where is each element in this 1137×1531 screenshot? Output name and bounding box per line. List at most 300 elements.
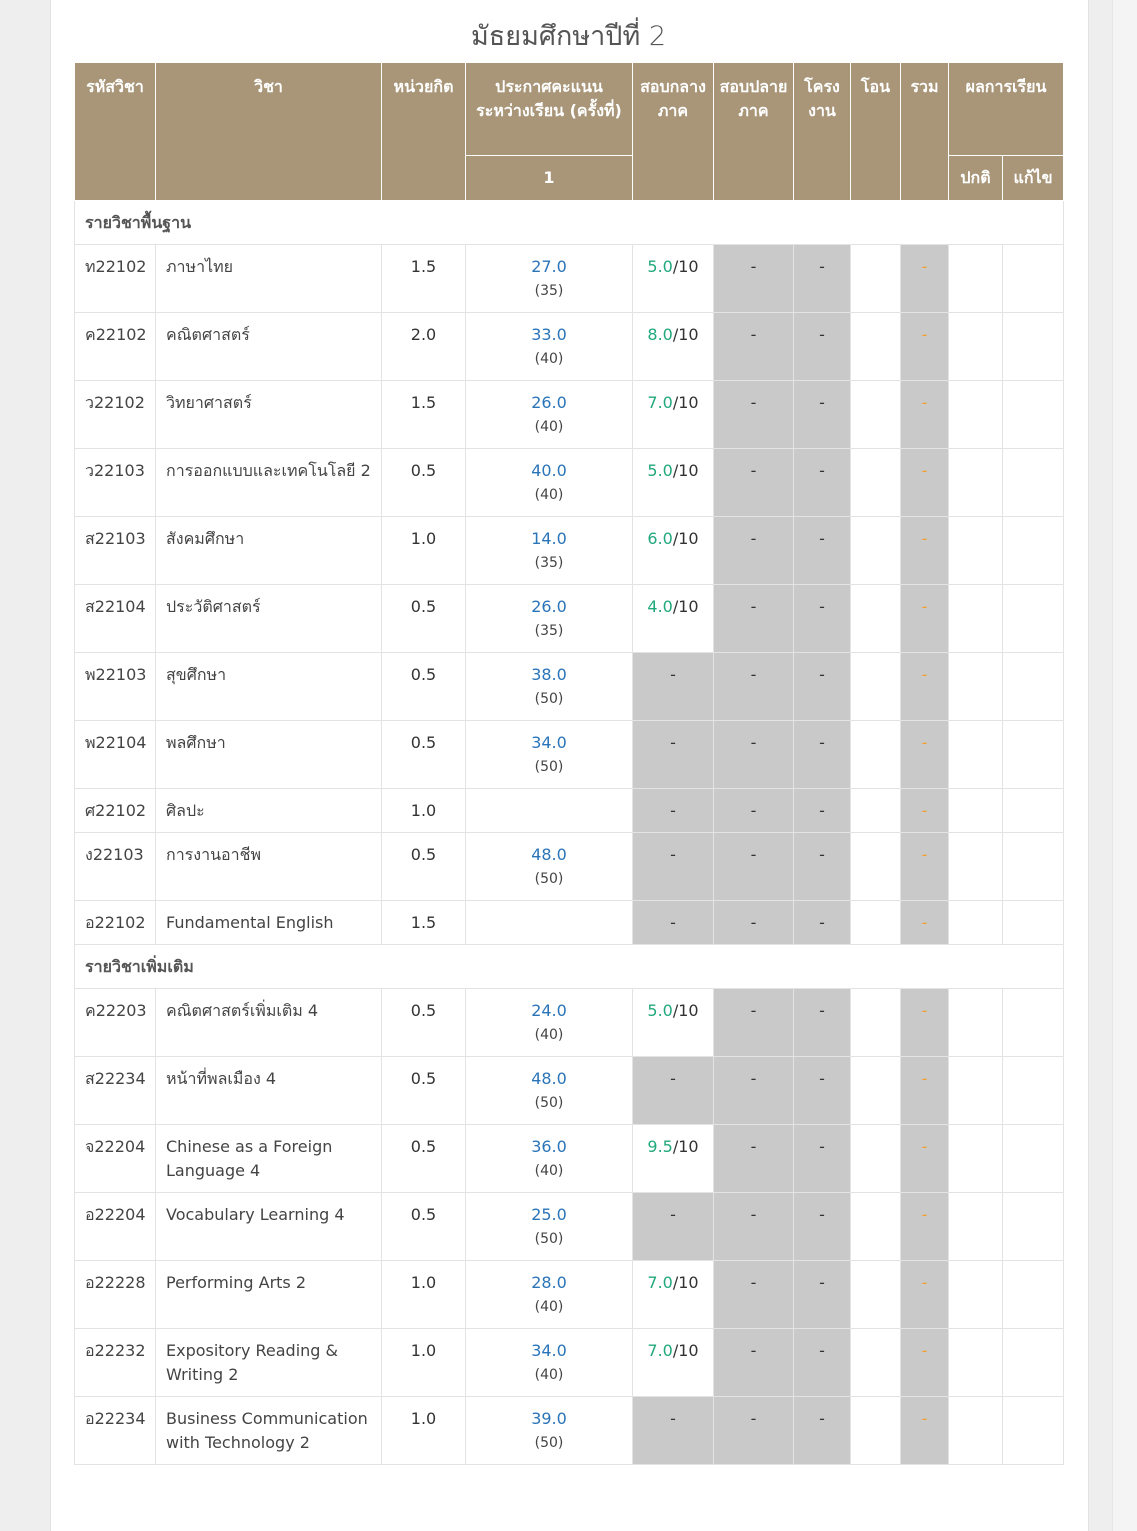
subject-name: Expository Reading & Writing 2: [156, 1329, 382, 1397]
announce-score-cell: [466, 585, 633, 653]
announce-score-cell: [466, 517, 633, 585]
announce-max: (50): [534, 1435, 564, 1451]
subject-code: ส22104: [75, 585, 156, 653]
transfer-cell: [851, 245, 901, 313]
subject-name: คณิตศาสตร์: [156, 313, 382, 381]
announce-max: (35): [534, 623, 564, 639]
final-cell: -: [714, 1329, 794, 1397]
total-value: -: [921, 461, 928, 480]
transfer-cell: [851, 789, 901, 833]
final-cell: -: [714, 1193, 794, 1261]
total-value: -: [921, 257, 928, 276]
result-revised-cell: [1003, 1057, 1064, 1125]
announce-max: (35): [534, 283, 564, 299]
result-normal-cell: [949, 517, 1003, 585]
subject-name: การออกแบบและเทคโนโลยี 2: [156, 449, 382, 517]
total-value: -: [921, 325, 928, 344]
credit-value: 0.5: [382, 1193, 466, 1261]
midterm-cell: -: [633, 1193, 714, 1261]
announce-max: (40): [534, 1163, 564, 1179]
project-cell: -: [794, 1193, 851, 1261]
final-cell: -: [714, 1397, 794, 1465]
result-revised-cell: [1003, 585, 1064, 653]
project-cell: -: [794, 1261, 851, 1329]
credit-value: 0.5: [382, 721, 466, 789]
midterm-cell: [633, 245, 714, 313]
announce-score-cell: [466, 245, 633, 313]
total-cell: [901, 1125, 949, 1193]
table-row: [75, 1397, 1064, 1465]
scrollbar-track[interactable]: [1112, 0, 1137, 1531]
midterm-score: 7.0: [647, 1341, 673, 1360]
announce-score-link[interactable]: 36.0: [531, 1137, 567, 1156]
credit-value: 0.5: [382, 1057, 466, 1125]
announce-score-link[interactable]: 27.0: [531, 257, 567, 276]
credit-value: 0.5: [382, 585, 466, 653]
total-value: -: [921, 393, 928, 412]
transfer-cell: [851, 517, 901, 585]
result-revised-cell: [1003, 245, 1064, 313]
result-revised-cell: [1003, 1397, 1064, 1465]
announce-score-cell: [466, 1193, 633, 1261]
table-row: [75, 1057, 1064, 1125]
result-revised-cell: [1003, 901, 1064, 945]
header-normal: ปกติ: [949, 156, 1003, 201]
subject-name: ภาษาไทย: [156, 245, 382, 313]
credit-value: 0.5: [382, 449, 466, 517]
transfer-cell: [851, 1057, 901, 1125]
final-cell: -: [714, 1261, 794, 1329]
result-normal-cell: [949, 245, 1003, 313]
section-row: [75, 945, 1064, 989]
table-row: [75, 381, 1064, 449]
subject-code: พ22103: [75, 653, 156, 721]
table-row: [75, 517, 1064, 585]
midterm-score: 5.0: [647, 1001, 673, 1020]
announce-score-cell: [466, 833, 633, 901]
project-cell: -: [794, 313, 851, 381]
grades-table-body: [75, 201, 1064, 1465]
announce-max: (50): [534, 759, 564, 775]
result-normal-cell: [949, 585, 1003, 653]
table-row: [75, 1193, 1064, 1261]
result-normal-cell: [949, 313, 1003, 381]
header-result: ผลการเรียน: [949, 63, 1064, 156]
table-row: [75, 449, 1064, 517]
final-cell: -: [714, 585, 794, 653]
transfer-cell: [851, 1125, 901, 1193]
subject-name: คณิตศาสตร์เพิ่มเติม 4: [156, 989, 382, 1057]
subject-code: อ22204: [75, 1193, 156, 1261]
result-revised-cell: [1003, 1261, 1064, 1329]
result-revised-cell: [1003, 789, 1064, 833]
grades-table: [74, 62, 1064, 1465]
final-cell: -: [714, 901, 794, 945]
midterm-max: /10: [672, 393, 699, 412]
announce-score-cell: [466, 1329, 633, 1397]
midterm-cell: -: [633, 833, 714, 901]
header-project: โครงงาน: [794, 63, 851, 201]
result-revised-cell: [1003, 833, 1064, 901]
midterm-cell: -: [633, 1057, 714, 1125]
midterm-max: /10: [672, 1341, 699, 1360]
header-midterm: สอบกลางภาค: [633, 63, 714, 201]
announce-score-link[interactable]: 28.0: [531, 1273, 567, 1292]
final-cell: -: [714, 721, 794, 789]
result-normal-cell: [949, 1057, 1003, 1125]
announce-score-cell: [466, 653, 633, 721]
midterm-score: 4.0: [647, 597, 673, 616]
subject-name: สังคมศึกษา: [156, 517, 382, 585]
midterm-score: 6.0: [647, 529, 673, 548]
midterm-cell: [633, 989, 714, 1057]
total-cell: [901, 833, 949, 901]
table-row: [75, 653, 1064, 721]
project-cell: -: [794, 381, 851, 449]
credit-value: 0.5: [382, 1125, 466, 1193]
subject-code: อ22102: [75, 901, 156, 945]
midterm-max: /10: [672, 597, 699, 616]
midterm-score: 8.0: [647, 325, 673, 344]
credit-value: 0.5: [382, 989, 466, 1057]
transfer-cell: [851, 1397, 901, 1465]
transfer-cell: [851, 1261, 901, 1329]
transfer-cell: [851, 989, 901, 1057]
subject-code: อ22232: [75, 1329, 156, 1397]
announce-max: (40): [534, 351, 564, 367]
result-revised-cell: [1003, 721, 1064, 789]
midterm-cell: [633, 313, 714, 381]
total-cell: [901, 1261, 949, 1329]
result-normal-cell: [949, 989, 1003, 1057]
announce-max: (40): [534, 1027, 564, 1043]
total-cell: [901, 245, 949, 313]
final-cell: -: [714, 653, 794, 721]
midterm-cell: [633, 1329, 714, 1397]
announce-max: (40): [534, 1367, 564, 1383]
result-revised-cell: [1003, 381, 1064, 449]
announce-score-link[interactable]: 24.0: [531, 1001, 567, 1020]
transfer-cell: [851, 1329, 901, 1397]
result-revised-cell: [1003, 1125, 1064, 1193]
announce-score-link[interactable]: 25.0: [531, 1205, 567, 1224]
total-value: -: [921, 845, 928, 864]
subject-code: พ22104: [75, 721, 156, 789]
final-cell: -: [714, 833, 794, 901]
subject-code: ค22102: [75, 313, 156, 381]
subject-name: วิทยาศาสตร์: [156, 381, 382, 449]
table-row: [75, 1125, 1064, 1193]
credit-value: 1.0: [382, 1329, 466, 1397]
announce-score-cell: [466, 901, 633, 945]
total-cell: [901, 1193, 949, 1261]
announce-score-cell: [466, 989, 633, 1057]
announce-score-link[interactable]: 14.0: [531, 529, 567, 548]
credit-value: 0.5: [382, 653, 466, 721]
midterm-cell: [633, 585, 714, 653]
table-row: [75, 989, 1064, 1057]
final-cell: -: [714, 313, 794, 381]
project-cell: -: [794, 789, 851, 833]
announce-score-cell: [466, 789, 633, 833]
result-normal-cell: [949, 833, 1003, 901]
table-row: [75, 789, 1064, 833]
midterm-cell: [633, 449, 714, 517]
subject-code: ค22203: [75, 989, 156, 1057]
final-cell: -: [714, 245, 794, 313]
midterm-score: 7.0: [647, 1273, 673, 1292]
midterm-cell: -: [633, 901, 714, 945]
subject-code: ว22103: [75, 449, 156, 517]
announce-max: (50): [534, 691, 564, 707]
transfer-cell: [851, 1193, 901, 1261]
project-cell: -: [794, 517, 851, 585]
result-normal-cell: [949, 381, 1003, 449]
total-cell: [901, 989, 949, 1057]
result-normal-cell: [949, 901, 1003, 945]
total-cell: [901, 653, 949, 721]
result-normal-cell: [949, 653, 1003, 721]
result-normal-cell: [949, 1261, 1003, 1329]
table-row: [75, 721, 1064, 789]
total-cell: [901, 901, 949, 945]
midterm-score: 7.0: [647, 393, 673, 412]
result-revised-cell: [1003, 313, 1064, 381]
subject-code: ส22103: [75, 517, 156, 585]
total-value: -: [921, 597, 928, 616]
subject-code: อ22234: [75, 1397, 156, 1465]
table-row: [75, 833, 1064, 901]
subject-name: พลศึกษา: [156, 721, 382, 789]
total-cell: [901, 1057, 949, 1125]
total-value: -: [921, 1341, 928, 1360]
announce-score-link[interactable]: 26.0: [531, 393, 567, 412]
project-cell: -: [794, 833, 851, 901]
midterm-score: 5.0: [647, 461, 673, 480]
announce-max: (40): [534, 1299, 564, 1315]
total-value: -: [921, 1069, 928, 1088]
subject-code: ศ22102: [75, 789, 156, 833]
announce-max: (40): [534, 487, 564, 503]
total-value: -: [921, 529, 928, 548]
section-row: [75, 201, 1064, 245]
project-cell: -: [794, 1329, 851, 1397]
midterm-max: /10: [672, 325, 699, 344]
header-credit: หน่วยกิต: [382, 63, 466, 201]
result-revised-cell: [1003, 1329, 1064, 1397]
total-value: -: [921, 913, 928, 932]
credit-value: 1.0: [382, 1397, 466, 1465]
subject-name: หน้าที่พลเมือง 4: [156, 1057, 382, 1125]
transfer-cell: [851, 381, 901, 449]
result-normal-cell: [949, 721, 1003, 789]
result-normal-cell: [949, 449, 1003, 517]
project-cell: -: [794, 245, 851, 313]
header-announce: ประกาศคะแนนระหว่างเรียน (ครั้งที่): [466, 63, 633, 156]
midterm-cell: [633, 517, 714, 585]
final-cell: -: [714, 449, 794, 517]
subject-code: จ22204: [75, 1125, 156, 1193]
credit-value: 1.5: [382, 901, 466, 945]
subject-name: Business Communication with Technology 2: [156, 1397, 382, 1465]
announce-score-link[interactable]: 34.0: [531, 1341, 567, 1360]
midterm-max: /10: [672, 529, 699, 548]
midterm-max: /10: [672, 1001, 699, 1020]
subject-name: ประวัติศาสตร์: [156, 585, 382, 653]
subject-code: ท22102: [75, 245, 156, 313]
total-cell: [901, 585, 949, 653]
total-cell: [901, 1397, 949, 1465]
header-revised: แก้ไข: [1003, 156, 1064, 201]
credit-value: 1.5: [382, 245, 466, 313]
result-normal-cell: [949, 1329, 1003, 1397]
announce-max: (35): [534, 555, 564, 571]
announce-score-cell: [466, 381, 633, 449]
announce-max: (50): [534, 1095, 564, 1111]
project-cell: -: [794, 989, 851, 1057]
section-label: รายวิชาพื้นฐาน: [75, 201, 1064, 245]
total-value: -: [921, 1001, 928, 1020]
credit-value: 1.0: [382, 1261, 466, 1329]
subject-name: Performing Arts 2: [156, 1261, 382, 1329]
announce-score-link[interactable]: 40.0: [531, 461, 567, 480]
announce-score-link[interactable]: 33.0: [531, 325, 567, 344]
total-value: -: [921, 1205, 928, 1224]
announce-score-link[interactable]: 48.0: [531, 845, 567, 864]
total-value: -: [921, 1273, 928, 1292]
credit-value: 1.5: [382, 381, 466, 449]
credit-value: 1.0: [382, 789, 466, 833]
project-cell: -: [794, 585, 851, 653]
project-cell: -: [794, 449, 851, 517]
header-announce-round: 1: [466, 156, 633, 201]
announce-score-cell: [466, 1057, 633, 1125]
credit-value: 2.0: [382, 313, 466, 381]
table-row: [75, 585, 1064, 653]
total-cell: [901, 313, 949, 381]
final-cell: -: [714, 1125, 794, 1193]
credit-value: 0.5: [382, 833, 466, 901]
result-revised-cell: [1003, 1193, 1064, 1261]
announce-score-link[interactable]: 39.0: [531, 1409, 567, 1428]
subject-name: การงานอาชีพ: [156, 833, 382, 901]
announce-score-link[interactable]: 34.0: [531, 733, 567, 752]
subject-name: Fundamental English: [156, 901, 382, 945]
transfer-cell: [851, 449, 901, 517]
final-cell: -: [714, 381, 794, 449]
final-cell: -: [714, 989, 794, 1057]
subject-code: ส22234: [75, 1057, 156, 1125]
table-row: [75, 245, 1064, 313]
total-cell: [901, 789, 949, 833]
transfer-cell: [851, 721, 901, 789]
announce-score-cell: [466, 449, 633, 517]
project-cell: -: [794, 653, 851, 721]
page-title: มัธยมศึกษาปีที่ 2: [470, 21, 667, 52]
total-cell: [901, 381, 949, 449]
header-subject: วิชา: [156, 63, 382, 201]
header-final: สอบปลายภาค: [714, 63, 794, 201]
total-cell: [901, 1329, 949, 1397]
table-row: [75, 901, 1064, 945]
midterm-max: /10: [672, 1137, 699, 1156]
announce-max: (40): [534, 419, 564, 435]
transfer-cell: [851, 901, 901, 945]
announce-max: (50): [534, 871, 564, 887]
total-value: -: [921, 665, 928, 684]
subject-code: อ22228: [75, 1261, 156, 1329]
subject-code: ว22102: [75, 381, 156, 449]
table-row: [75, 1261, 1064, 1329]
transfer-cell: [851, 653, 901, 721]
announce-score-link[interactable]: 26.0: [531, 597, 567, 616]
midterm-cell: [633, 381, 714, 449]
project-cell: -: [794, 1125, 851, 1193]
announce-score-link[interactable]: 48.0: [531, 1069, 567, 1088]
result-normal-cell: [949, 1125, 1003, 1193]
subject-name: Vocabulary Learning 4: [156, 1193, 382, 1261]
header-transfer: โอน: [851, 63, 901, 201]
result-normal-cell: [949, 789, 1003, 833]
announce-score-cell: [466, 1261, 633, 1329]
total-cell: [901, 449, 949, 517]
result-revised-cell: [1003, 653, 1064, 721]
project-cell: -: [794, 901, 851, 945]
result-revised-cell: [1003, 517, 1064, 585]
total-value: -: [921, 801, 928, 820]
project-cell: -: [794, 1397, 851, 1465]
project-cell: -: [794, 721, 851, 789]
result-revised-cell: [1003, 449, 1064, 517]
total-value: -: [921, 1409, 928, 1428]
subject-code: ง22103: [75, 833, 156, 901]
section-label: รายวิชาเพิ่มเติม: [75, 945, 1064, 989]
final-cell: -: [714, 789, 794, 833]
midterm-cell: -: [633, 653, 714, 721]
transfer-cell: [851, 585, 901, 653]
midterm-cell: [633, 1125, 714, 1193]
announce-score-cell: [466, 721, 633, 789]
announce-max: (50): [534, 1231, 564, 1247]
credit-value: 1.0: [382, 517, 466, 585]
announce-score-cell: [466, 1397, 633, 1465]
result-revised-cell: [1003, 989, 1064, 1057]
midterm-cell: [633, 1261, 714, 1329]
total-value: -: [921, 733, 928, 752]
midterm-cell: -: [633, 789, 714, 833]
result-normal-cell: [949, 1193, 1003, 1261]
project-cell: -: [794, 1057, 851, 1125]
midterm-score: 9.5: [647, 1137, 673, 1156]
transfer-cell: [851, 313, 901, 381]
result-normal-cell: [949, 1397, 1003, 1465]
final-cell: -: [714, 517, 794, 585]
header-total: รวม: [901, 63, 949, 201]
table-row: [75, 1329, 1064, 1397]
midterm-max: /10: [672, 1273, 699, 1292]
total-value: -: [921, 1137, 928, 1156]
final-cell: -: [714, 1057, 794, 1125]
subject-name: สุขศึกษา: [156, 653, 382, 721]
announce-score-link[interactable]: 38.0: [531, 665, 567, 684]
announce-score-cell: [466, 313, 633, 381]
total-cell: [901, 721, 949, 789]
subject-name: ศิลปะ: [156, 789, 382, 833]
header-code: รหัสวิชา: [75, 63, 156, 201]
announce-score-cell: [466, 1125, 633, 1193]
total-cell: [901, 517, 949, 585]
table-row: [75, 313, 1064, 381]
